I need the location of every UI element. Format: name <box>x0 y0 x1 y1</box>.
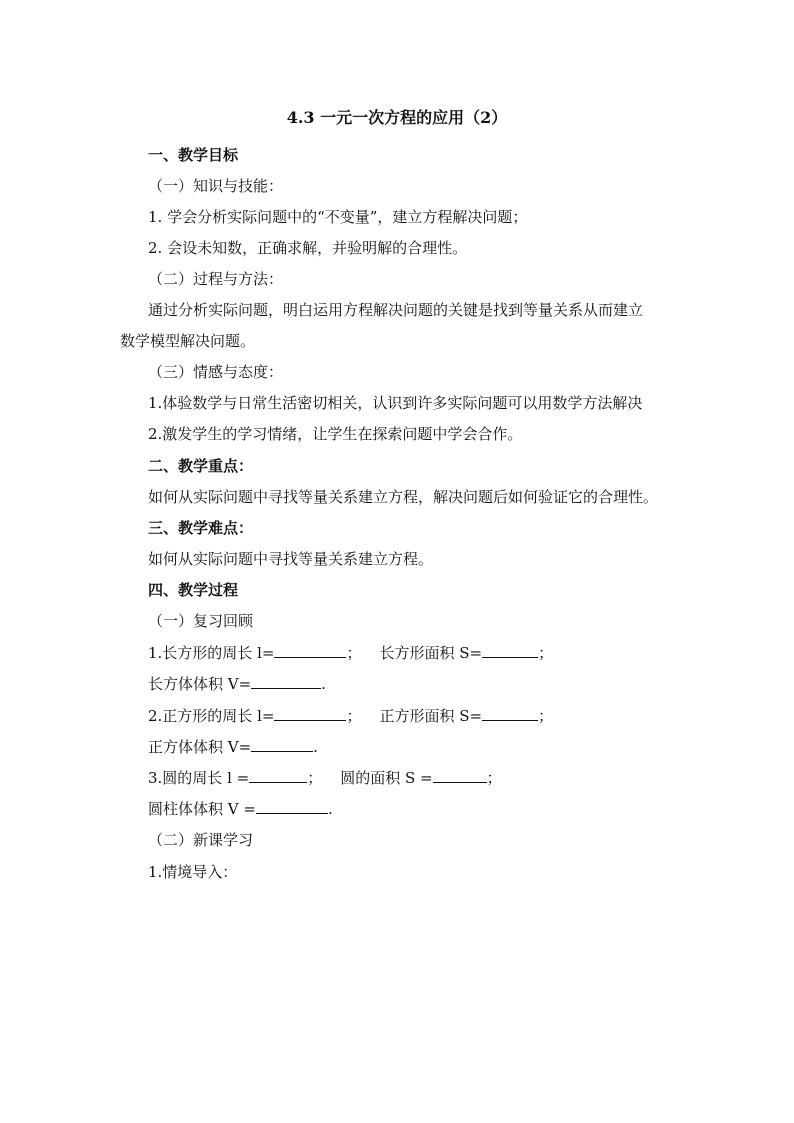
process-text-line-1: 通过分析实际问题，明白运用方程解决问题的关键是找到等量关系从而建立 <box>148 301 644 319</box>
subheading-review: （一）复习回顾 <box>148 612 254 630</box>
focus-text: 如何从实际问题中寻找等量关系建立方程，解决问题后如何验证它的合理性。 <box>148 488 659 506</box>
review-punct: . <box>313 738 318 756</box>
review-punct: . <box>321 675 326 693</box>
difficulty-text: 如何从实际问题中寻找等量关系建立方程。 <box>148 550 434 568</box>
section-heading-focus: 二、教学重点： <box>148 457 254 475</box>
subheading-new-lesson: （二）新课学习 <box>148 831 254 849</box>
subheading-process: （二）过程与方法： <box>148 270 284 288</box>
answer-blank <box>249 768 307 783</box>
attitude-item-2: 2.激发学生的学习情绪，让学生在探索问题中学会合作。 <box>148 425 523 443</box>
process-text-line-2: 数学模型解决问题。 <box>120 332 256 350</box>
section-heading-process: 四、教学过程 <box>148 581 239 599</box>
review-row-circle <box>148 768 502 788</box>
review-label: 正方形面积 S= <box>379 707 483 725</box>
answer-blank <box>482 706 538 721</box>
review-punct: ； <box>538 644 554 662</box>
answer-blank <box>251 737 313 752</box>
review-punct: ； <box>346 644 362 662</box>
answer-blank <box>251 674 321 689</box>
section-heading-objectives: 一、教学目标 <box>148 146 239 164</box>
review-label: 圆的面积 S = <box>340 769 433 787</box>
answer-blank <box>482 643 538 658</box>
review-punct: ； <box>307 769 323 787</box>
subheading-knowledge: （一）知识与技能： <box>148 177 284 195</box>
document-title: 4.3 一元一次方程的应用（2） <box>286 108 508 127</box>
review-row-rectangle <box>148 643 553 663</box>
review-label: 长方体体积 V= <box>148 675 252 693</box>
section-heading-difficulty: 三、教学难点： <box>148 519 254 537</box>
attitude-item-1: 1.体验数学与日常生活密切相关，认识到许多实际问题可以用数学方法解决 <box>148 394 643 412</box>
answer-blank <box>433 768 487 783</box>
review-row-square <box>148 706 553 726</box>
subheading-attitude: （三）情感与态度： <box>148 363 284 381</box>
review-label: 长方形面积 S= <box>379 644 483 662</box>
review-punct: ； <box>538 707 554 725</box>
knowledge-item-2: 2. 会设未知数，正确求解，并验明解的合理性。 <box>148 239 468 257</box>
review-punct: . <box>327 800 333 818</box>
review-row-cube <box>148 737 318 757</box>
review-row-cuboid <box>148 674 326 694</box>
review-label: 2.正方形的周长 l= <box>148 707 275 725</box>
review-punct: ； <box>486 769 502 787</box>
review-label: 3.圆的周长 l = <box>148 769 250 787</box>
knowledge-item-1: 1. 学会分析实际问题中的“不变量”，建立方程解决问题； <box>148 208 528 226</box>
scenario-intro: 1.情境导入： <box>148 863 238 881</box>
answer-blank <box>256 799 328 814</box>
answer-blank <box>274 706 346 721</box>
review-row-cylinder <box>148 799 333 819</box>
review-label: 1.长方形的周长 l= <box>148 644 275 662</box>
answer-blank <box>274 643 346 658</box>
review-punct: ； <box>346 707 362 725</box>
review-label: 正方体体积 V= <box>148 738 252 756</box>
review-label: 圆柱体体积 V = <box>148 800 256 818</box>
